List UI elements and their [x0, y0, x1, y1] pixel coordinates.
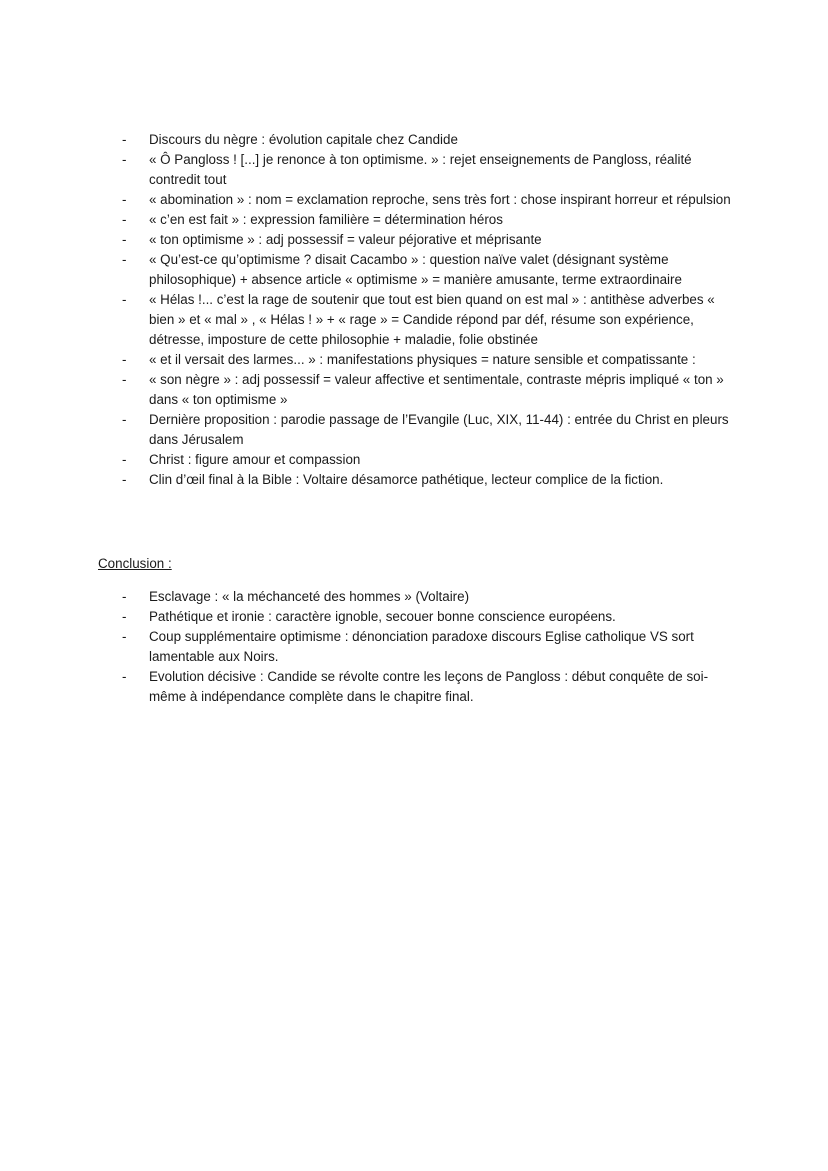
list-item: [122, 450, 732, 470]
list-item-text: Coup supplémentaire optimisme : dénonciation paradoxe discours Eglise catholique VS sort lamentable aux Noirs.: [149, 629, 694, 664]
bullet-dash: -: [122, 212, 127, 227]
bullet-dash: -: [122, 152, 127, 167]
list-item: [122, 250, 732, 290]
list-item-text: Pathétique et ironie : caractère ignoble, secouer bonne conscience européens.: [149, 609, 616, 624]
list-item-text: « ton optimisme » : adj possessif = valeur péjorative et méprisante: [149, 232, 542, 247]
list-item: [122, 190, 732, 210]
list-item: [122, 410, 732, 450]
list-item: [122, 290, 732, 350]
list-item: [122, 667, 732, 707]
list-item-text: « et il versait des larmes... » : manifestations physiques = nature sensible et compatissante :: [149, 352, 696, 367]
bullet-dash: -: [122, 292, 127, 307]
list-item-text: Clin d’œil final à la Bible : Voltaire désamorce pathétique, lecteur complice de la fiction.: [149, 472, 664, 487]
bullet-dash: -: [122, 609, 127, 624]
bullet-dash: -: [122, 352, 127, 367]
list-item-text: Dernière proposition : parodie passage de l’Evangile (Luc, XIX, 11-44) : entrée du Christ en pleurs dans Jérusalem: [149, 412, 729, 447]
conclusion-points-list: [122, 587, 732, 707]
list-item-text: Christ : figure amour et compassion: [149, 452, 361, 467]
list-item-text: « son nègre » : adj possessif = valeur affective et sentimentale, contraste mépris impliqué « ton » dans « ton optimisme »: [149, 372, 724, 407]
conclusion-heading: Conclusion :: [98, 556, 172, 571]
bullet-dash: -: [122, 412, 127, 427]
list-item: [122, 627, 732, 667]
list-item-text: Evolution décisive : Candide se révolte contre les leçons de Pangloss : début conquête de soi-même à indépendance complète dans le chapitre final.: [149, 669, 709, 704]
list-item: [122, 150, 732, 190]
main-points-list: [122, 130, 732, 490]
list-item: [122, 370, 732, 410]
list-item-text: « Qu’est-ce qu’optimisme ? disait Cacambo » : question naïve valet (désignant système philosophique) + absence article « optimisme » = manière amusante, terme extraordinaire: [149, 252, 682, 287]
bullet-dash: -: [122, 132, 127, 147]
bullet-dash: -: [122, 452, 127, 467]
list-item-text: « Ô Pangloss ! [...] je renonce à ton optimisme. » : rejet enseignements de Pangloss, réalité contredit tout: [149, 152, 692, 187]
list-item-text: Esclavage : « la méchanceté des hommes » (Voltaire): [149, 589, 470, 604]
bullet-dash: -: [122, 252, 127, 267]
list-item-text: « abomination » : nom = exclamation reproche, sens très fort : chose inspirant horreur et répulsion: [149, 192, 731, 207]
bullet-dash: -: [122, 589, 127, 604]
bullet-dash: -: [122, 232, 127, 247]
bullet-dash: -: [122, 372, 127, 387]
list-item: [122, 350, 732, 370]
list-item: [122, 230, 732, 250]
list-item: [122, 210, 732, 230]
list-item-text: « c’en est fait » : expression familière = détermination héros: [149, 212, 503, 227]
bullet-dash: -: [122, 472, 127, 487]
list-item: [122, 587, 732, 607]
list-item-text: « Hélas !... c’est la rage de soutenir que tout est bien quand on est mal » : antithèse adverbes « bien » et « mal » , « Hélas ! » + « rage » = Candide répond par déf, résume son expérience, détresse, imposture de cette philosophie + maladie, folie obstinée: [149, 292, 715, 347]
bullet-dash: -: [122, 669, 127, 684]
list-item: [122, 130, 732, 150]
list-item-text: Discours du nègre : évolution capitale chez Candide: [149, 132, 458, 147]
bullet-dash: -: [122, 629, 127, 644]
list-item: [122, 607, 732, 627]
list-item: [122, 470, 732, 490]
bullet-dash: -: [122, 192, 127, 207]
